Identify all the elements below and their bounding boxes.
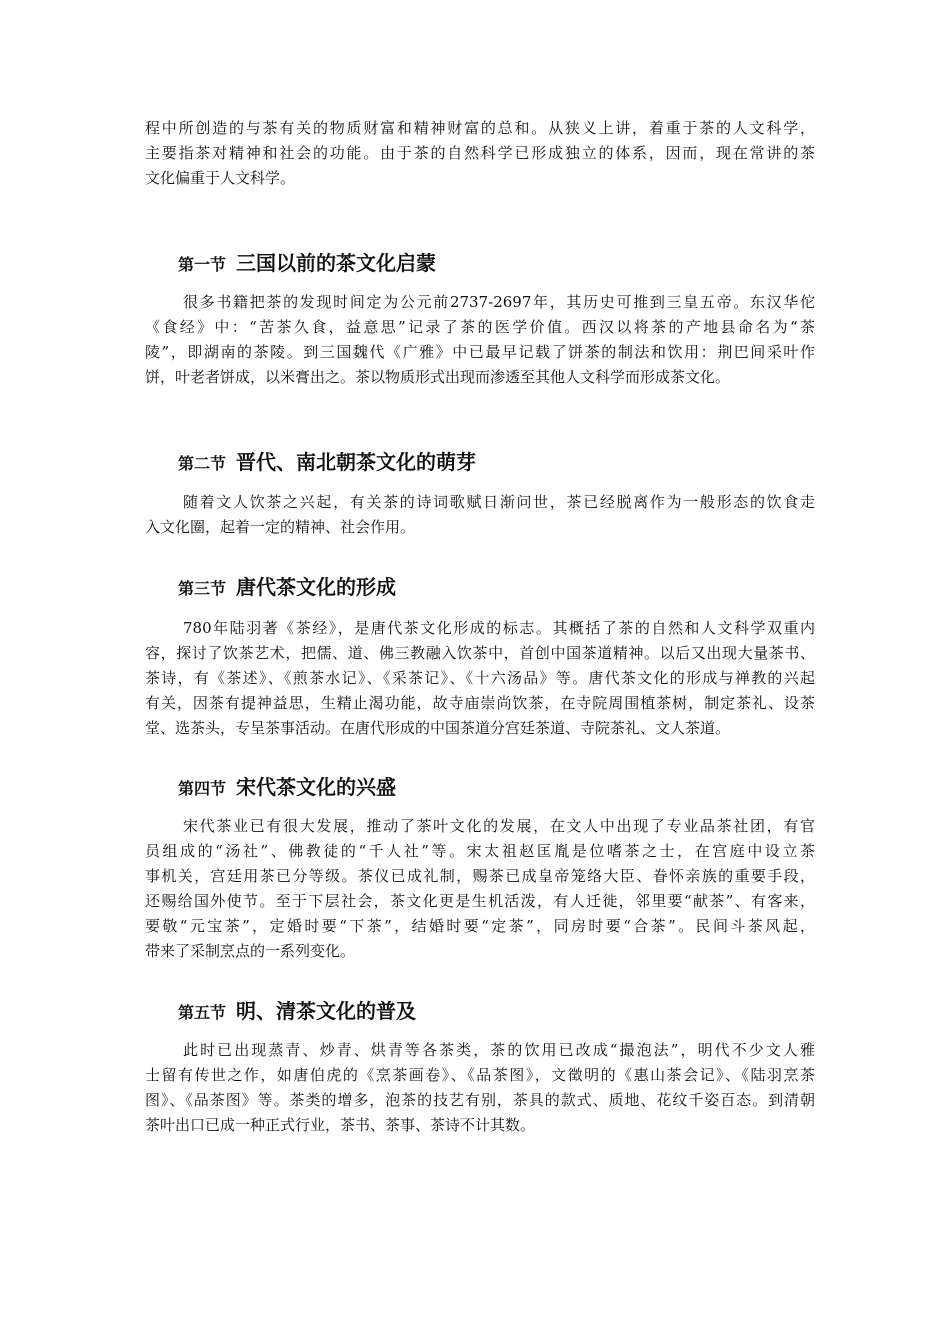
section-heading — [178, 248, 436, 278]
paragraph-line: 程中所创造的与茶有关的物质财富和精神财富的总和。从狭义上讲，着重于茶的人文科学， — [145, 119, 815, 137]
section-heading — [178, 447, 476, 477]
paragraph-line: 容，探讨了饮茶艺术，把儒、道、佛三教融入饮茶中，首创中国茶道精神。以后又出现大量茶书、 — [145, 644, 815, 662]
paragraph-line: 茶诗，有《茶述》、《煎茶水记》、《采茶记》、《十六汤品》等。唐代茶文化的形成与禅教的兴起 — [145, 669, 815, 687]
paragraph-line: 宋代茶业已有很大发展，推动了茶叶文化的发展，在文人中出现了专业品茶社团，有官 — [183, 817, 815, 835]
paragraph-line: 有关，因茶有提神益思，生精止渴功能，故寺庙崇尚饮茶，在寺院周围植茶树，制定茶礼、设茶 — [145, 694, 815, 712]
paragraph — [145, 490, 815, 540]
paragraph-line: 茶叶出口已成一种正式行业，茶书、茶事、茶诗不计其数。 — [145, 1116, 536, 1134]
section-title: 晋代、南北朝茶文化的萌芽 — [236, 450, 477, 474]
paragraph — [145, 1038, 815, 1138]
section-number: 第五节 — [178, 1003, 227, 1022]
section-title: 宋代茶文化的兴盛 — [236, 775, 397, 799]
paragraph-line: 很多书籍把茶的发现时间定为公元前2737-2697年，其历史可推到三皇五帝。东汉华佗 — [183, 293, 815, 311]
paragraph — [145, 290, 815, 390]
section-title: 三国以前的茶文化启蒙 — [236, 251, 437, 275]
section-number: 第二节 — [178, 454, 227, 473]
paragraph-line: 饼，叶老者饼成，以米膏出之。茶以物质形式出现而渗透至其他人文科学而形成茶文化。 — [145, 368, 731, 386]
paragraph-line: 图》、《品茶图》等。茶类的增多，泡茶的技艺有别，茶具的款式、质地、花纹千姿百态。到清朝 — [145, 1091, 815, 1109]
paragraph-line: 随着文人饮茶之兴起，有关茶的诗词歌赋日渐问世，茶已经脱离作为一般形态的饮食走 — [183, 493, 815, 511]
paragraph-line: 文化偏重于人文科学。 — [145, 169, 296, 187]
section-heading — [178, 772, 396, 802]
paragraph-line: 还赐给国外使节。至于下层社会，茶文化更是生机活泼，有人迁徙，邻里要“献茶”、有客来， — [145, 892, 815, 910]
paragraph-line: 陵”，即湖南的茶陵。到三国魏代《广雅》中已最早记载了饼茶的制法和饮用：荆巴间采叶作 — [145, 343, 815, 361]
paragraph-line: 士留有传世之作，如唐伯虎的《烹茶画卷》、《品茶图》，文徵明的《惠山茶会记》、《陆羽烹茶 — [145, 1066, 815, 1084]
paragraph-line: 入文化圈，起着一定的精神、社会作用。 — [145, 518, 416, 536]
paragraph — [145, 616, 815, 741]
paragraph-line: 780年陆羽著《茶经》，是唐代茶文化形成的标志。其概括了茶的自然和人文科学双重内 — [183, 619, 815, 637]
section-number: 第三节 — [178, 579, 227, 598]
section-title: 明、清茶文化的普及 — [236, 999, 417, 1023]
paragraph-line: 带来了采制烹点的一系列变化。 — [145, 942, 356, 960]
paragraph — [145, 116, 815, 191]
section-title: 唐代茶文化的形成 — [236, 575, 397, 599]
paragraph-line: 主要指茶对精神和社会的功能。由于茶的自然科学已形成独立的体系，因而，现在常讲的茶 — [145, 144, 815, 162]
section-number: 第一节 — [178, 255, 227, 274]
section-heading — [178, 572, 396, 602]
paragraph-line: 员组成的“汤社”、佛教徒的“千人社”等。宋太祖赵匡胤是位嗜茶之士，在宫庭中设立茶 — [145, 842, 815, 860]
paragraph-line: 要敬“元宝茶”，定婚时要“下茶”，结婚时要“定茶”，同房时要“合茶”。民间斗茶风起， — [145, 917, 815, 935]
paragraph-line: 堂、选茶头，专呈茶事活动。在唐代形成的中国茶道分宫廷茶道、寺院茶礼、文人茶道。 — [145, 719, 731, 737]
paragraph — [145, 814, 815, 964]
section-number: 第四节 — [178, 779, 227, 798]
section-heading — [178, 996, 416, 1026]
paragraph-line: 《食经》中：“苦茶久食，益意思”记录了茶的医学价值。西汉以将茶的产地县命名为“茶 — [145, 318, 815, 336]
paragraph-line: 事机关，宫廷用茶已分等级。茶仪已成礼制，赐茶已成皇帝笼络大臣、眷怀亲族的重要手段， — [145, 867, 815, 885]
paragraph-line: 此时已出现蒸青、炒青、烘青等各茶类，茶的饮用已改成“撮泡法”，明代不少文人雅 — [183, 1041, 815, 1059]
